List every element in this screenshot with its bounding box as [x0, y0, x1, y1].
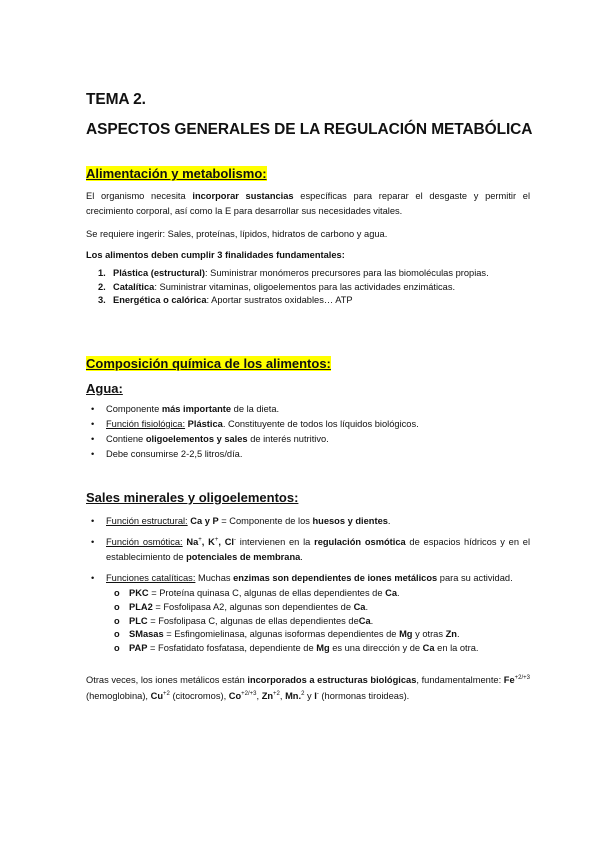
finalidades-list: [86, 267, 530, 308]
enzyme-sublist: [86, 587, 530, 656]
paragraph-ingerir: Se requiere ingerir: Sales, proteínas, lípidos, hidratos de carbono y agua.: [86, 229, 388, 239]
bullet-icon: •: [91, 516, 95, 526]
sublist-item: o PAP = Fosfatidato fosfatasa, dependiente de Mg es una dirección y de Ca en la otra.: [86, 642, 530, 656]
list-item: • Contiene oligoelementos y sales de interés nutritivo.: [86, 432, 530, 447]
bullet-icon: •: [91, 404, 95, 414]
list-item: 3. Energética o calórica: Aportar sustratos oxidables… ATP: [98, 295, 353, 305]
page-title: ASPECTOS GENERALES DE LA REGULACIÓN METABÓLICA: [86, 121, 533, 138]
subheading-agua: Agua:: [86, 381, 123, 396]
list-item: • Funciones catalíticas: Muchas enzimas son dependientes de iones metálicos para su actividad. o PKC = Proteína quinasa C, algunas de ellas dependientes de Ca. o PLA2 = Fosfolipasa A2, algunas son dependientes de Ca. o PLC = Fosfolipasa C, algunas de ellas dependientes deCa. o SMasas = Esfingomielinasa, algunas isoformas dependientes de Mg y otras Zn. o PAP = Fosfatidato fosfatasa, dependiente de Mg es una dirección y de Ca en la otra.: [86, 571, 530, 656]
bullet-icon: •: [91, 449, 95, 459]
paragraph-iones-metalicos: Otras veces, los iones metálicos están incorporados a estructuras biológicas, fundamentalmente: $Fe^{+2/+3}$ (hemoglobina), $Cu^{+2}$ (citocromos), $Co^{+2/+3}$, $Zn^{+2}$, Mn.$^2$ y I- (hormonas tiroideas).: [86, 674, 531, 701]
list-item: • Componente más importante de la dieta.: [86, 402, 530, 417]
bullet-icon: •: [91, 434, 95, 444]
bullet-icon: •: [91, 537, 95, 547]
bullet-icon: •: [91, 419, 95, 429]
sublist-item: o PLA2 = Fosfolipasa A2, algunas son dependientes de Ca.: [86, 601, 530, 615]
sublist-item: o PLC = Fosfolipasa C, algunas de ellas dependientes deCa.: [86, 615, 530, 629]
circle-bullet-icon: o: [114, 588, 120, 598]
section-heading-alimentacion: Alimentación y metabolismo:: [86, 166, 267, 181]
paragraph-finalidades: Los alimentos deben cumplir 3 finalidades fundamentales:: [86, 250, 345, 260]
section-heading-composicion: Composición química de los alimentos:: [86, 356, 331, 371]
agua-list: [86, 402, 530, 462]
circle-bullet-icon: o: [114, 615, 120, 626]
topic-number: TEMA 2.: [86, 91, 146, 108]
circle-bullet-icon: o: [114, 629, 120, 640]
list-item: • Función osmótica: Na+, K+, Cl- intervienen en la regulación osmótica de espacios hídricos y en el establecimiento de potenciales de membrana.: [91, 536, 531, 562]
subheading-sales: Sales minerales y oligoelementos:: [86, 490, 299, 505]
list-item: • Función estructural: Ca y P = Componente de los huesos y dientes.: [86, 514, 530, 529]
list-item: • Debe consumirse 2-2,5 litros/día.: [86, 447, 530, 462]
circle-bullet-icon: o: [114, 643, 120, 654]
paragraph-organismo: El organismo necesita incorporar sustancias específicas para reparar el desgaste y permitir el crecimiento corporal, así como la E para desarrollar sus necesidades vitales.: [86, 191, 531, 216]
circle-bullet-icon: o: [114, 601, 120, 612]
sublist-item: o PKC = Proteína quinasa C, algunas de ellas dependientes de Ca.: [86, 587, 530, 601]
sales-list: [86, 514, 530, 656]
list-item: 2. Catalítica: Suministrar vitaminas, oligoelementos para las actividades enzimáticas.: [98, 281, 456, 292]
list-item: 1. Plástica (estructural): Suministrar monómeros precursores para las biomoléculas propias.: [98, 268, 489, 278]
list-item: • Función fisiológica: Plástica. Constituyente de todos los líquidos biológicos.: [86, 417, 530, 432]
bullet-icon: •: [91, 573, 95, 583]
sublist-item: o SMasas = Esfingomielinasa, algunas isoformas dependientes de Mg y otras Zn.: [86, 628, 530, 642]
